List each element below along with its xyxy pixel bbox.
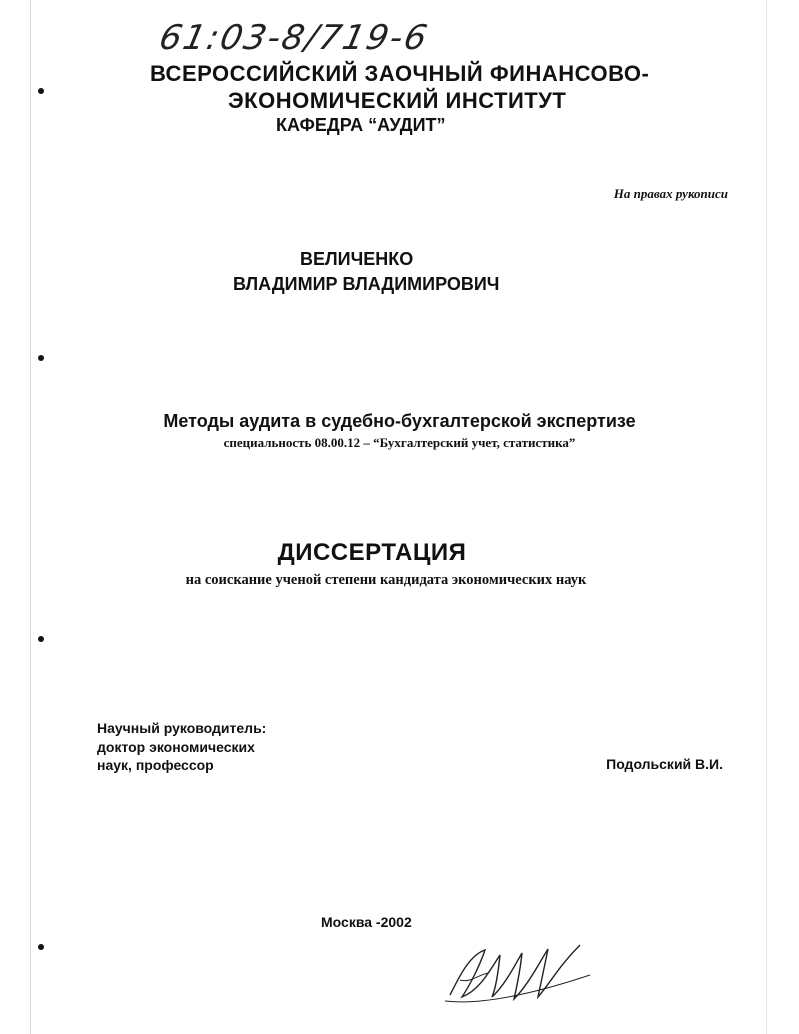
institute-name-line2: ЭКОНОМИЧЕСКИЙ ИНСТИТУТ	[228, 88, 567, 113]
degree-line: на соискание ученой степени кандидата экономических наук	[185, 572, 587, 588]
scan-edge-line-right	[766, 0, 767, 1034]
supervisor-label: Научный руководитель:	[97, 720, 267, 736]
supervisor-title-line2: наук, профессор	[97, 757, 214, 773]
work-type-heading: ДИССЕРТАЦИЯ	[277, 539, 467, 566]
department-name: КАФЕДРА “АУДИТ”	[276, 115, 446, 135]
binding-hole-mark	[38, 636, 44, 642]
author-surname: ВЕЛИЧЕНКО	[300, 249, 414, 269]
specialty-line: специальность 08.00.12 – “Бухгалтерский учет, статистика”	[223, 435, 576, 450]
handwritten-catalog-number: 61:03-8/719-6	[155, 18, 433, 58]
handwritten-signature	[440, 935, 600, 1010]
manuscript-note: На правах рукописи	[613, 186, 728, 201]
scan-edge-line-left	[30, 0, 31, 1034]
binding-hole-mark	[38, 355, 44, 361]
institute-name-line1: ВСЕРОССИЙСКИЙ ЗАОЧНЫЙ ФИНАНСОВО-	[150, 61, 650, 86]
binding-hole-mark	[38, 944, 44, 950]
supervisor-title-line1: доктор экономических	[97, 739, 255, 755]
dissertation-title: Методы аудита в судебно-бухгалтерской экспертизе	[163, 411, 636, 431]
supervisor-name: Подольский В.И.	[606, 756, 723, 772]
author-given-names: ВЛАДИМИР ВЛАДИМИРОВИЧ	[233, 274, 500, 294]
city-year: Москва -2002	[321, 914, 412, 930]
binding-hole-mark	[38, 88, 44, 94]
